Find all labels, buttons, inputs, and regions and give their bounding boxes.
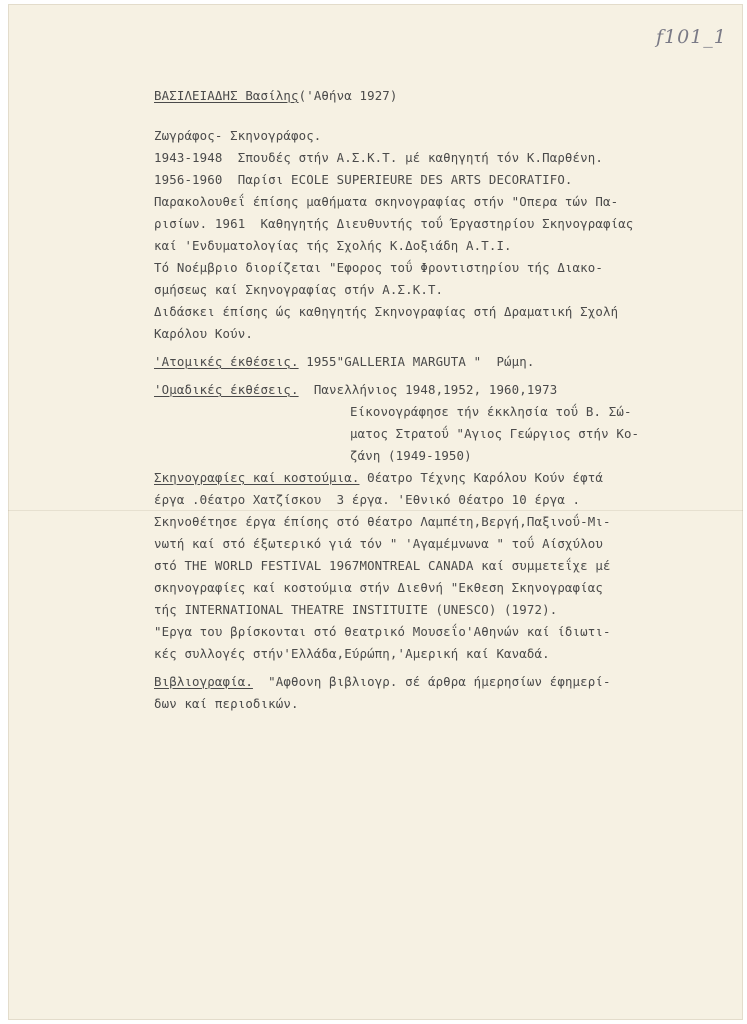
biblio-text: "Αφθονη βιβλιογρ. σέ άρθρα ήμερησίων έφημερί-	[252, 674, 611, 689]
sets-line: τής INTERNATIONAL THEATRE INSTITUITE (UNESCO) (1972).	[154, 602, 558, 617]
sets-label: Σκηνογραφίες καί κοστούμια.	[154, 470, 360, 485]
sets-line: στό THE WORLD FESTIVAL 1967MONTREAL CANADA καί συμμετεΐχε μέ	[154, 558, 611, 573]
solo-text: 1955"GALLERIA MARGUTA " Ρώμη.	[298, 354, 535, 369]
sets-line	[154, 468, 603, 488]
bio-line: Ζωγράφος- Σκηνογράφος.	[154, 128, 322, 143]
bio-line: ρισίων. 1961 Καθηγητής Διευθυντής τοΰ Έργαστηρίου Σκηνογραφίας	[154, 216, 634, 231]
sets-text: Θέατρο Τέχνης Καρόλου Κούν έφτά	[359, 470, 603, 485]
bio-line: 1956-1960 Παρίσι ECOLE SUPERIEURE DES ARTS DECORATIFO.	[154, 172, 573, 187]
group-cont-line: ματος Στρατοΰ "Αγιος Γεώργιος στήν Κο-	[350, 426, 640, 441]
group-exhibitions-line	[154, 380, 557, 400]
document-page	[8, 4, 743, 1020]
bio-line: Παρακολουθεΐ έπίσης μαθήματα σκηνογραφίας στήν "Οπερα τών Πα-	[154, 194, 619, 209]
artist-name: ΒΑΣΙΛΕΙΑΔΗΣ Βασίλης	[154, 88, 299, 103]
bio-line: Διδάσκει έπίσης ώς καθηγητής Σκηνογραφίας στή Δραματική Σχολή	[154, 304, 619, 319]
birth-info: ('Αθήνα 1927)	[298, 88, 398, 103]
group-label: 'Ομαδικές έκθέσεις.	[154, 382, 299, 397]
header-line	[154, 86, 398, 106]
biblio-label: Βιβλιογραφία.	[154, 674, 253, 689]
sets-line: Σκηνοθέτησε έργα έπίσης στό θέατρο Λαμπέτη,Βεργή,Παξινοΰ-Μι-	[154, 514, 611, 529]
bio-line: Καρόλου Κούν.	[154, 326, 253, 341]
group-cont-line: Είκονογράφησε τήν έκκλησία τοΰ Β. Σώ-	[350, 404, 632, 419]
bio-line: σμήσεως καί Σκηνογραφίας στήν Α.Σ.Κ.Τ.	[154, 282, 444, 297]
sets-line: έργα .Θέατρο Χατζίσκου 3 έργα. 'Εθνικό Θέατρο 10 έργα .	[154, 492, 581, 507]
bibliography-line	[154, 672, 611, 692]
typed-text	[154, 86, 714, 749]
sets-line: νωτή καί στό έξωτερικό γιά τόν " 'Αγαμέμνωνα " τοΰ Αίσχύλου	[154, 536, 603, 551]
sets-line: "Εργα του βρίσκονται στό θεατρικό Μουσεΐο'Αθηνών καί ίδιωτι-	[154, 624, 611, 639]
group-cont-line: ζάνη (1949-1950)	[350, 448, 472, 463]
group-text: Πανελλήνιος 1948,1952, 1960,1973	[298, 382, 558, 397]
sets-line: κές συλλογές στήν'Ελλάδα,Εύρώπη,'Αμερική καί Καναδά.	[154, 646, 550, 661]
folio-mark: f101_1	[656, 26, 727, 48]
sets-line: σκηνογραφίες καί κοστούμια στήν Διεθνή "Εκθεση Σκηνογραφίας	[154, 580, 603, 595]
solo-exhibitions-line	[154, 352, 535, 372]
bio-line: Τό Νοέμβριο διορίζεται "Εφορος τοΰ Φροντιστηρίου τής Διακο-	[154, 260, 603, 275]
bio-line: καί 'Ενδυματολογίας τής Σχολής Κ.Δοξιάδη Α.Τ.Ι.	[154, 238, 512, 253]
bio-line: 1943-1948 Σπουδές στήν Α.Σ.Κ.Τ. μέ καθηγητή τόν Κ.Παρθένη.	[154, 150, 603, 165]
solo-label: 'Ατομικές έκθέσεις.	[154, 354, 299, 369]
bibliography-line: δων καί περιοδικών.	[154, 696, 299, 711]
